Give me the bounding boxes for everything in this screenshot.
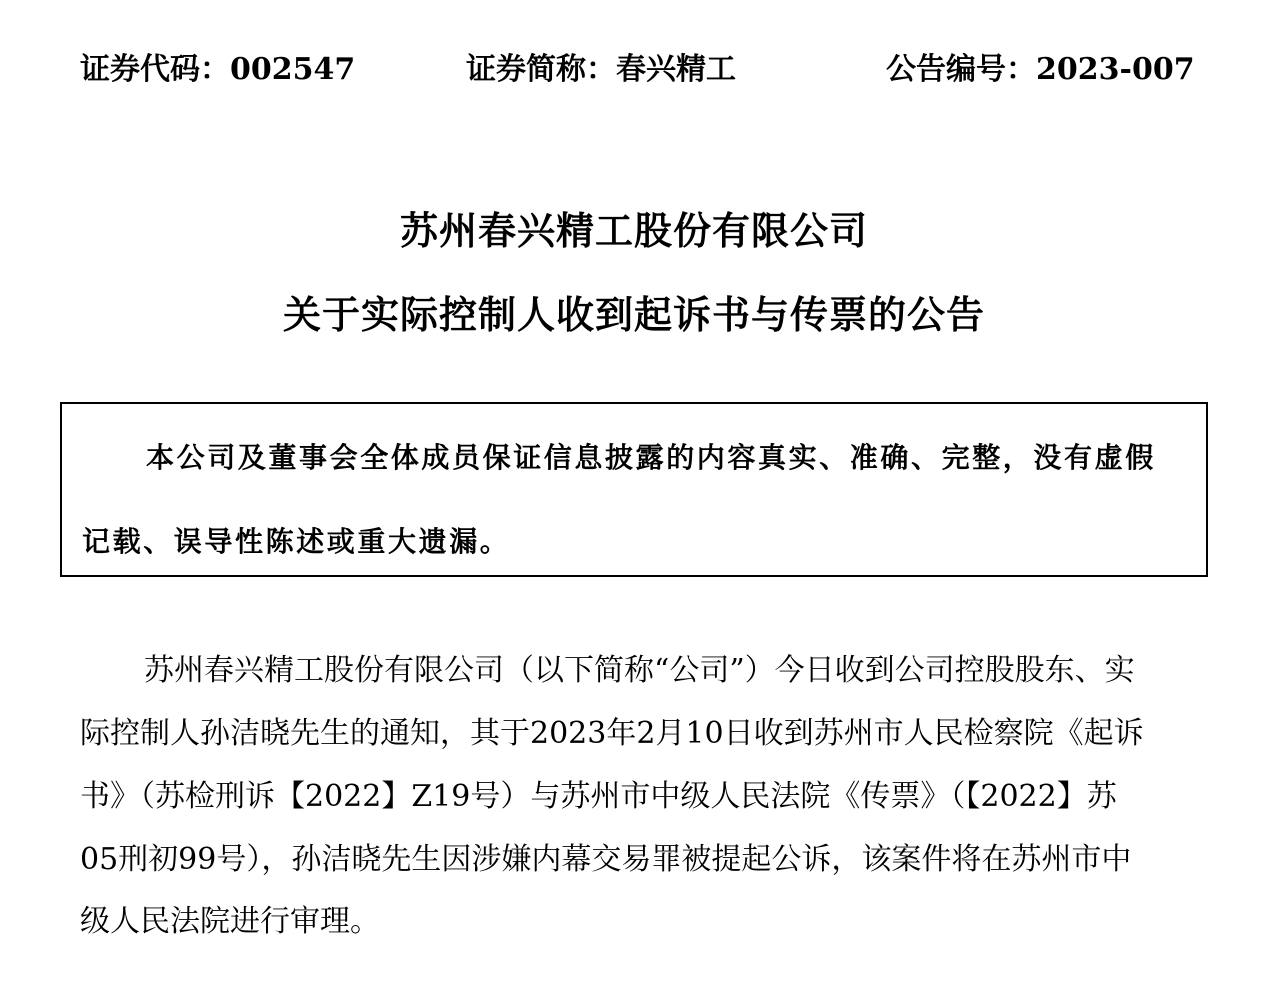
disclaimer-line-2: 记载、误导性陈述或重大遗漏。 [82, 525, 511, 558]
company-title: 苏州春兴精工股份有限公司 [399, 209, 868, 253]
body-line-1: 苏州春兴精工股份有限公司（以下简称“公司”）今日收到公司控股股东、实 [144, 653, 1135, 688]
announcement-title: 关于实际控制人收到起诉书与传票的公告 [282, 293, 985, 337]
disclaimer-line-1: 本公司及董事会全体成员保证信息披露的内容真实、准确、完整，没有虚假 [146, 441, 1156, 474]
announcement-number: 公告编号：2023-007 [886, 52, 1195, 87]
disclaimer-box [60, 402, 1208, 577]
stock-code: 证券代码：002547 [80, 52, 356, 87]
body-line-4: 05刑初99号），孙洁晓先生因涉嫌内幕交易罪被提起公诉，该案件将在苏州市中 [80, 842, 1132, 877]
stock-short-name: 证券简称：春兴精工 [466, 52, 736, 87]
body-line-5: 级人民法院进行审理。 [80, 904, 380, 939]
body-line-2: 际控制人孙洁晓先生的通知，其于2023年2月10日收到苏州市人民检察院《起诉 [80, 716, 1144, 751]
body-line-3: 书》（苏检刑诉【2022】Z19号）与苏州市中级人民法院《传票》（【2022】苏 [80, 779, 1117, 814]
announcement-header [80, 48, 1195, 92]
